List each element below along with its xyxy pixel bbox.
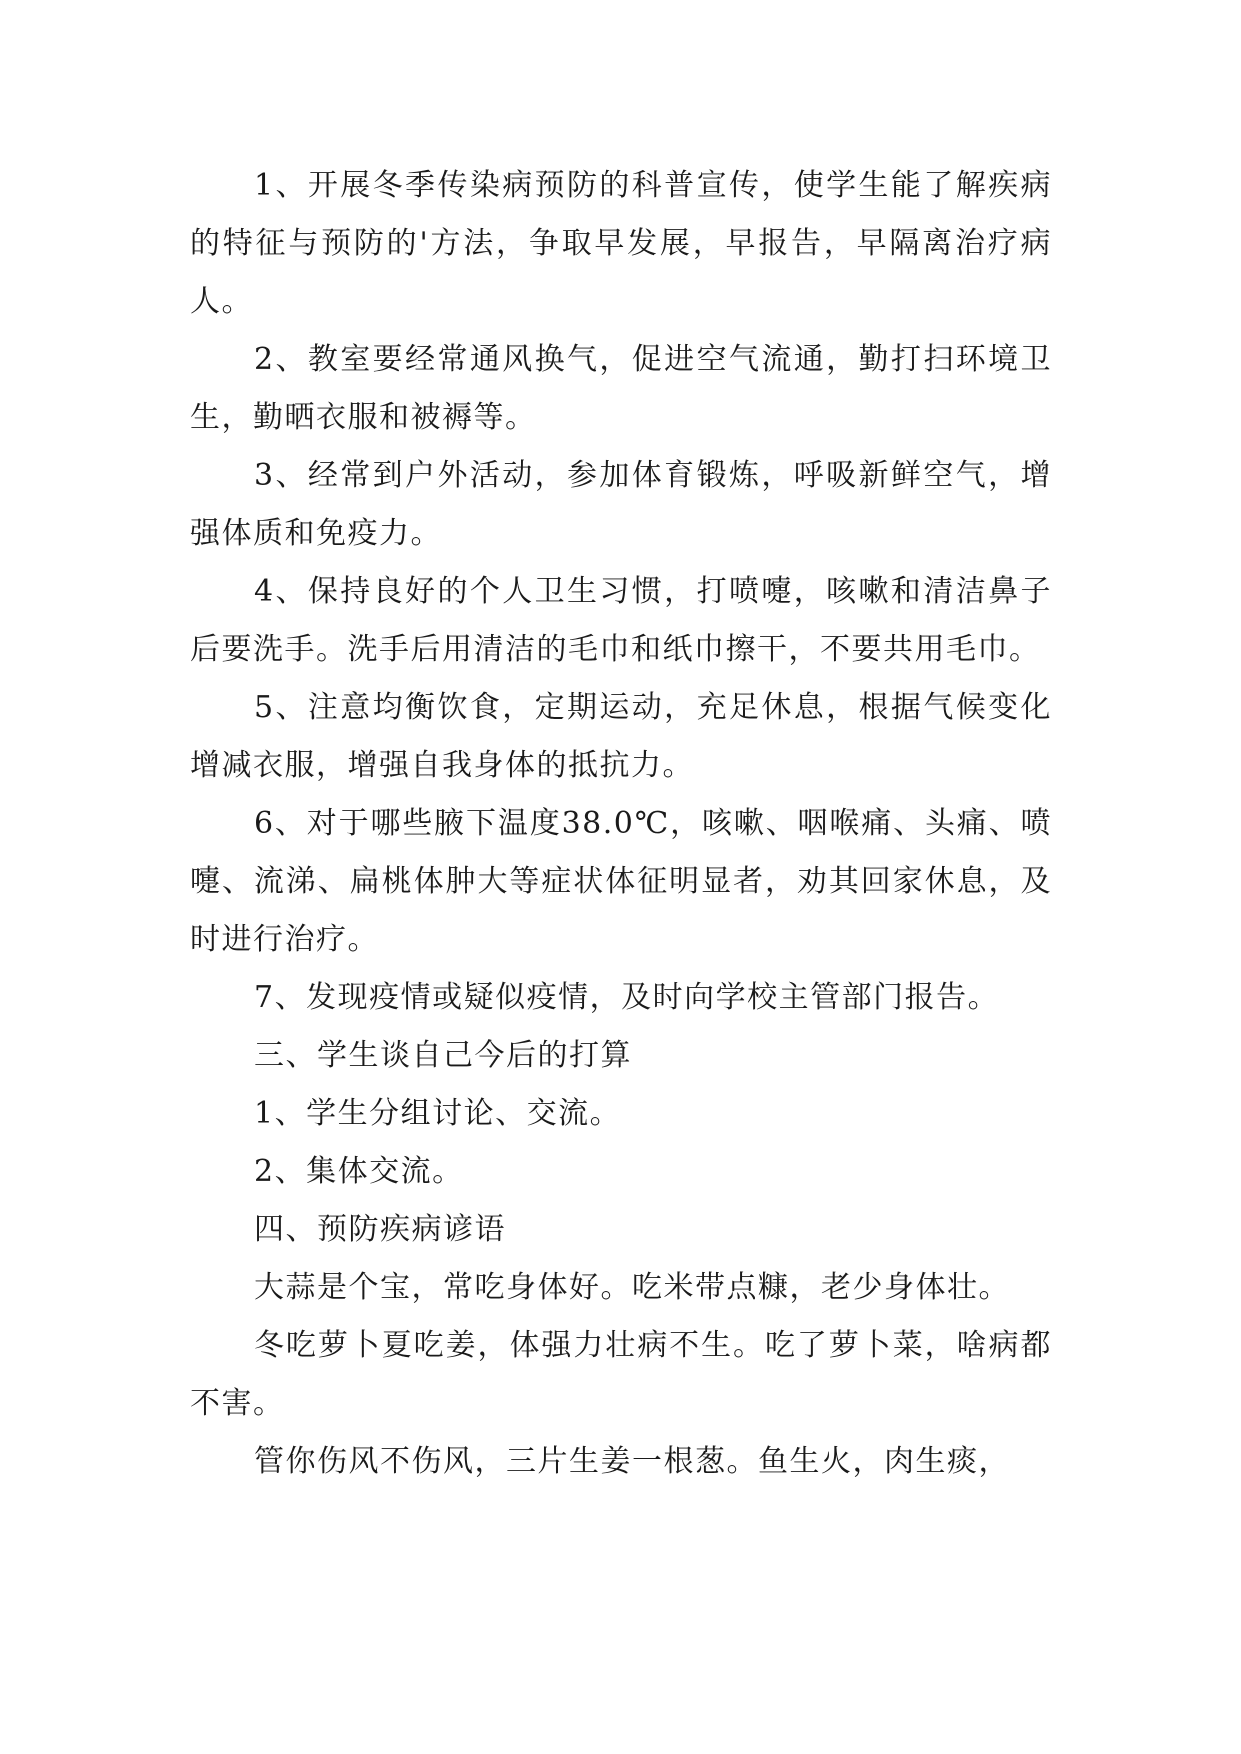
paragraph-prevention-publicity: 1、开展冬季传染病预防的科普宣传，使学生能了解疾病的特征与预防的'方法，争取早发展，早报告，早隔离治疗病人。 <box>190 168 1052 319</box>
proverb-ginger-scallion: 管你伤风不伤风，三片生姜一根葱。鱼生火，肉生痰， <box>254 1444 1010 1479</box>
section-heading-proverbs: 四、预防疾病谚语 <box>254 1212 506 1247</box>
proverb-radish-ginger: 冬吃萝卜夏吃姜，体强力壮病不生。吃了萝卜菜，啥病都不害。 <box>190 1328 1052 1421</box>
paragraph-outdoor-exercise: 3、经常到户外活动，参加体育锻炼，呼吸新鲜空气，增强体质和免疫力。 <box>190 458 1052 551</box>
paragraph-report-epidemic: 7、发现疫情或疑似疫情，及时向学校主管部门报告。 <box>254 980 1000 1015</box>
paragraph-hygiene-habits: 4、保持良好的个人卫生习惯，打喷嚏，咳嗽和清洁鼻子后要洗手。洗手后用清洁的毛巾和纸巾擦干，不要共用毛巾。 <box>190 574 1052 667</box>
paragraph-balanced-diet: 5、注意均衡饮食，定期运动，充足休息，根据气候变化增减衣服，增强自我身体的抵抗力。 <box>190 690 1052 783</box>
paragraph-fever-symptoms: 6、对于哪些腋下温度38.0℃，咳嗽、咽喉痛、头痛、喷嚏、流涕、扁桃体肿大等症状体征明显者，劝其回家休息，及时进行治疗。 <box>190 806 1052 957</box>
proverb-garlic: 大蒜是个宝，常吃身体好。吃米带点糠，老少身体壮。 <box>254 1270 1010 1305</box>
document-body <box>190 157 1052 1491</box>
section-heading-student-plans: 三、学生谈自己今后的打算 <box>254 1038 632 1073</box>
paragraph-ventilation: 2、教室要经常通风换气，促进空气流通，勤打扫环境卫生，勤晒衣服和被褥等。 <box>190 342 1052 435</box>
paragraph-collective-exchange: 2、集体交流。 <box>254 1154 464 1189</box>
paragraph-group-discussion: 1、学生分组讨论、交流。 <box>254 1096 622 1131</box>
